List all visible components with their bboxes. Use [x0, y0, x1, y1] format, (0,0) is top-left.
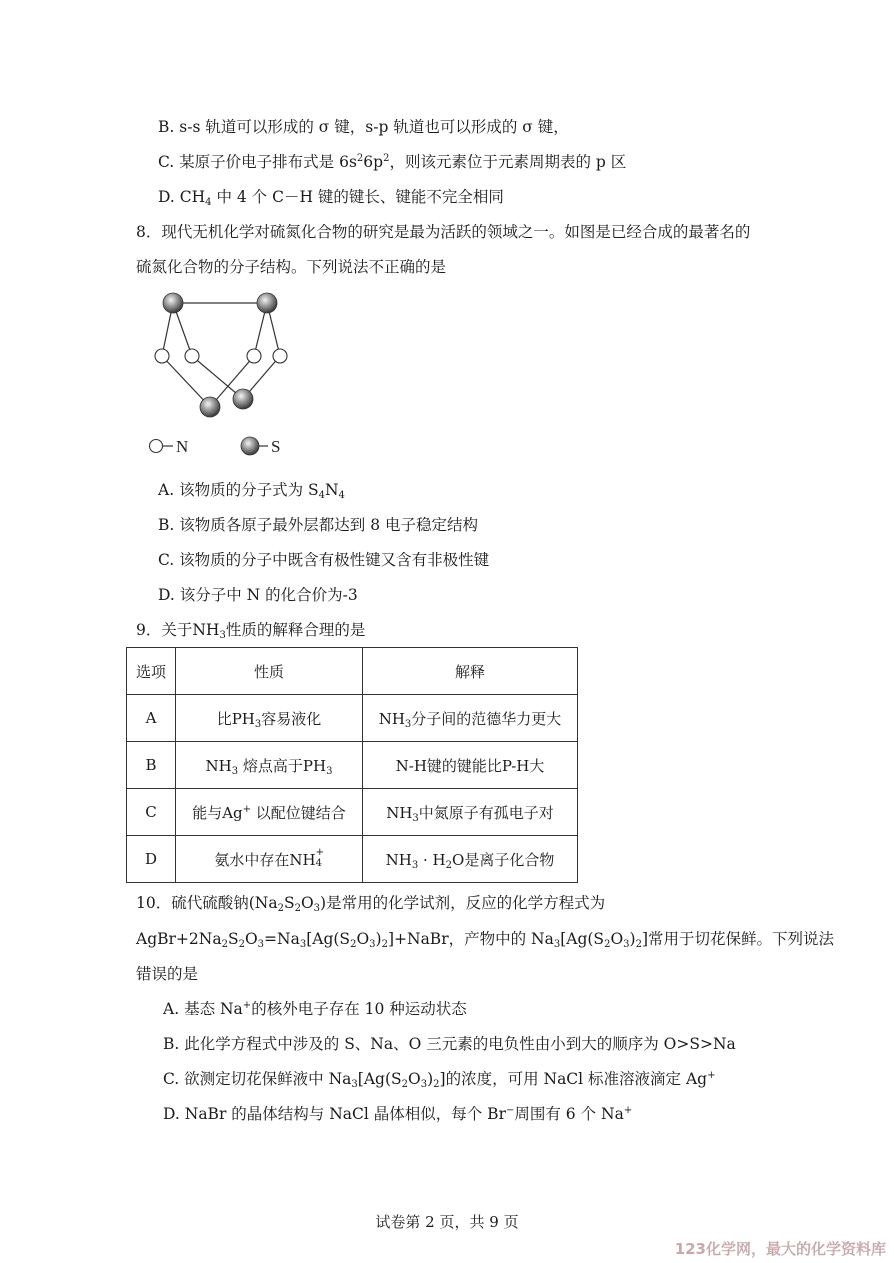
- q10-option-b: B. 此化学方程式中涉及的 S、Na、O 三元素的电负性由小到大的顺序为 O>S>Na: [163, 1035, 736, 1053]
- legend-s-label: S: [271, 437, 281, 456]
- q7-option-c: C. 某原子价电子排布式是 $6s^26p^2$，则该元素位于元素周期表的 p 区: [158, 153, 627, 171]
- q7-option-d: D. $CH_4$ 中 4 个 C－H 键的键长、键能不完全相同: [158, 188, 504, 208]
- q10-stem-line3: 错误的是: [136, 965, 199, 983]
- table-row: D 氨水中存在NH + 4 $NH_3 \cdot H_2O$是离子化合物: [127, 836, 578, 883]
- molecule-bonds: [162, 303, 280, 407]
- q8-stem-line1: 8．现代无机化学对硫氮化合物的研究是最为活跃的领域之一。如图是已经合成的最著名的: [136, 223, 751, 241]
- watermark: 123化学网，最大的化学资料库: [674, 1240, 886, 1258]
- q8-option-b: B. 该物质各原子最外层都达到 8 电子稳定结构: [158, 516, 478, 534]
- s4n4-molecule-diagram: [140, 285, 310, 465]
- legend-n-label: N: [176, 437, 189, 456]
- q10-option-a: A. 基态 Na+的核外电子存在 10 种运动状态: [163, 1000, 467, 1018]
- header-option: 选项: [127, 648, 176, 695]
- q8-option-a: A. 该物质的分子式为 $S_4N_4$: [158, 481, 345, 501]
- header-explanation: 解释: [363, 648, 578, 695]
- page-footer: 试卷第 2 页，共 9 页: [375, 1213, 519, 1231]
- q7-option-b: B. s-s 轨道可以形成的 σ 键，s-p 轨道也可以形成的 σ 键，: [158, 118, 569, 136]
- q9-table: [126, 647, 578, 883]
- q10-stem-line1: 10．硫代硫酸钠$(Na_2S_2O_3)$是常用的化学试剂，反应的化学方程式为: [136, 894, 606, 914]
- q9-stem: 9．关于$NH_3$性质的解释合理的是: [136, 621, 366, 641]
- table-row: A 比$PH_3$容易液化 $NH_3$分子间的范德华力更大: [127, 695, 578, 742]
- table-header-row: [127, 648, 578, 695]
- table-row: C 能与Ag+ 以配位键结合 $NH_3$中氮原子有孤电子对: [127, 789, 578, 836]
- nitrogen-atoms: [155, 349, 287, 363]
- q10-option-c: C. 欲测定切花保鲜液中 $Na_3[Ag(S_2O_3)_2]$的浓度，可用 NaCl 标准溶液滴定 Ag+: [163, 1070, 716, 1090]
- q10-stem-line2: $AgBr+2Na_2S_2O_3=Na_3[Ag(S_2O_3)_2]+NaBr$，产物中的 $Na_3[Ag(S_2O_3)_2]$常用于切花保鲜。下列说法: [136, 930, 835, 950]
- q8-option-d: D. 该分子中 N 的化合价为-3: [158, 586, 358, 604]
- header-property: 性质: [176, 648, 363, 695]
- table-row: B $NH_3$ 熔点高于$PH_3$ N-H键的键能比P-H大: [127, 742, 578, 789]
- molecule-legend: [150, 437, 281, 456]
- q8-option-c: C. 该物质的分子中既含有极性键又含有非极性键: [158, 551, 490, 569]
- q10-option-d: D. NaBr 的晶体结构与 NaCl 晶体相似，每个 Br−周围有 6 个 Na+: [163, 1105, 633, 1123]
- q8-stem-line2: 硫氮化合物的分子结构。下列说法不正确的是: [136, 258, 447, 276]
